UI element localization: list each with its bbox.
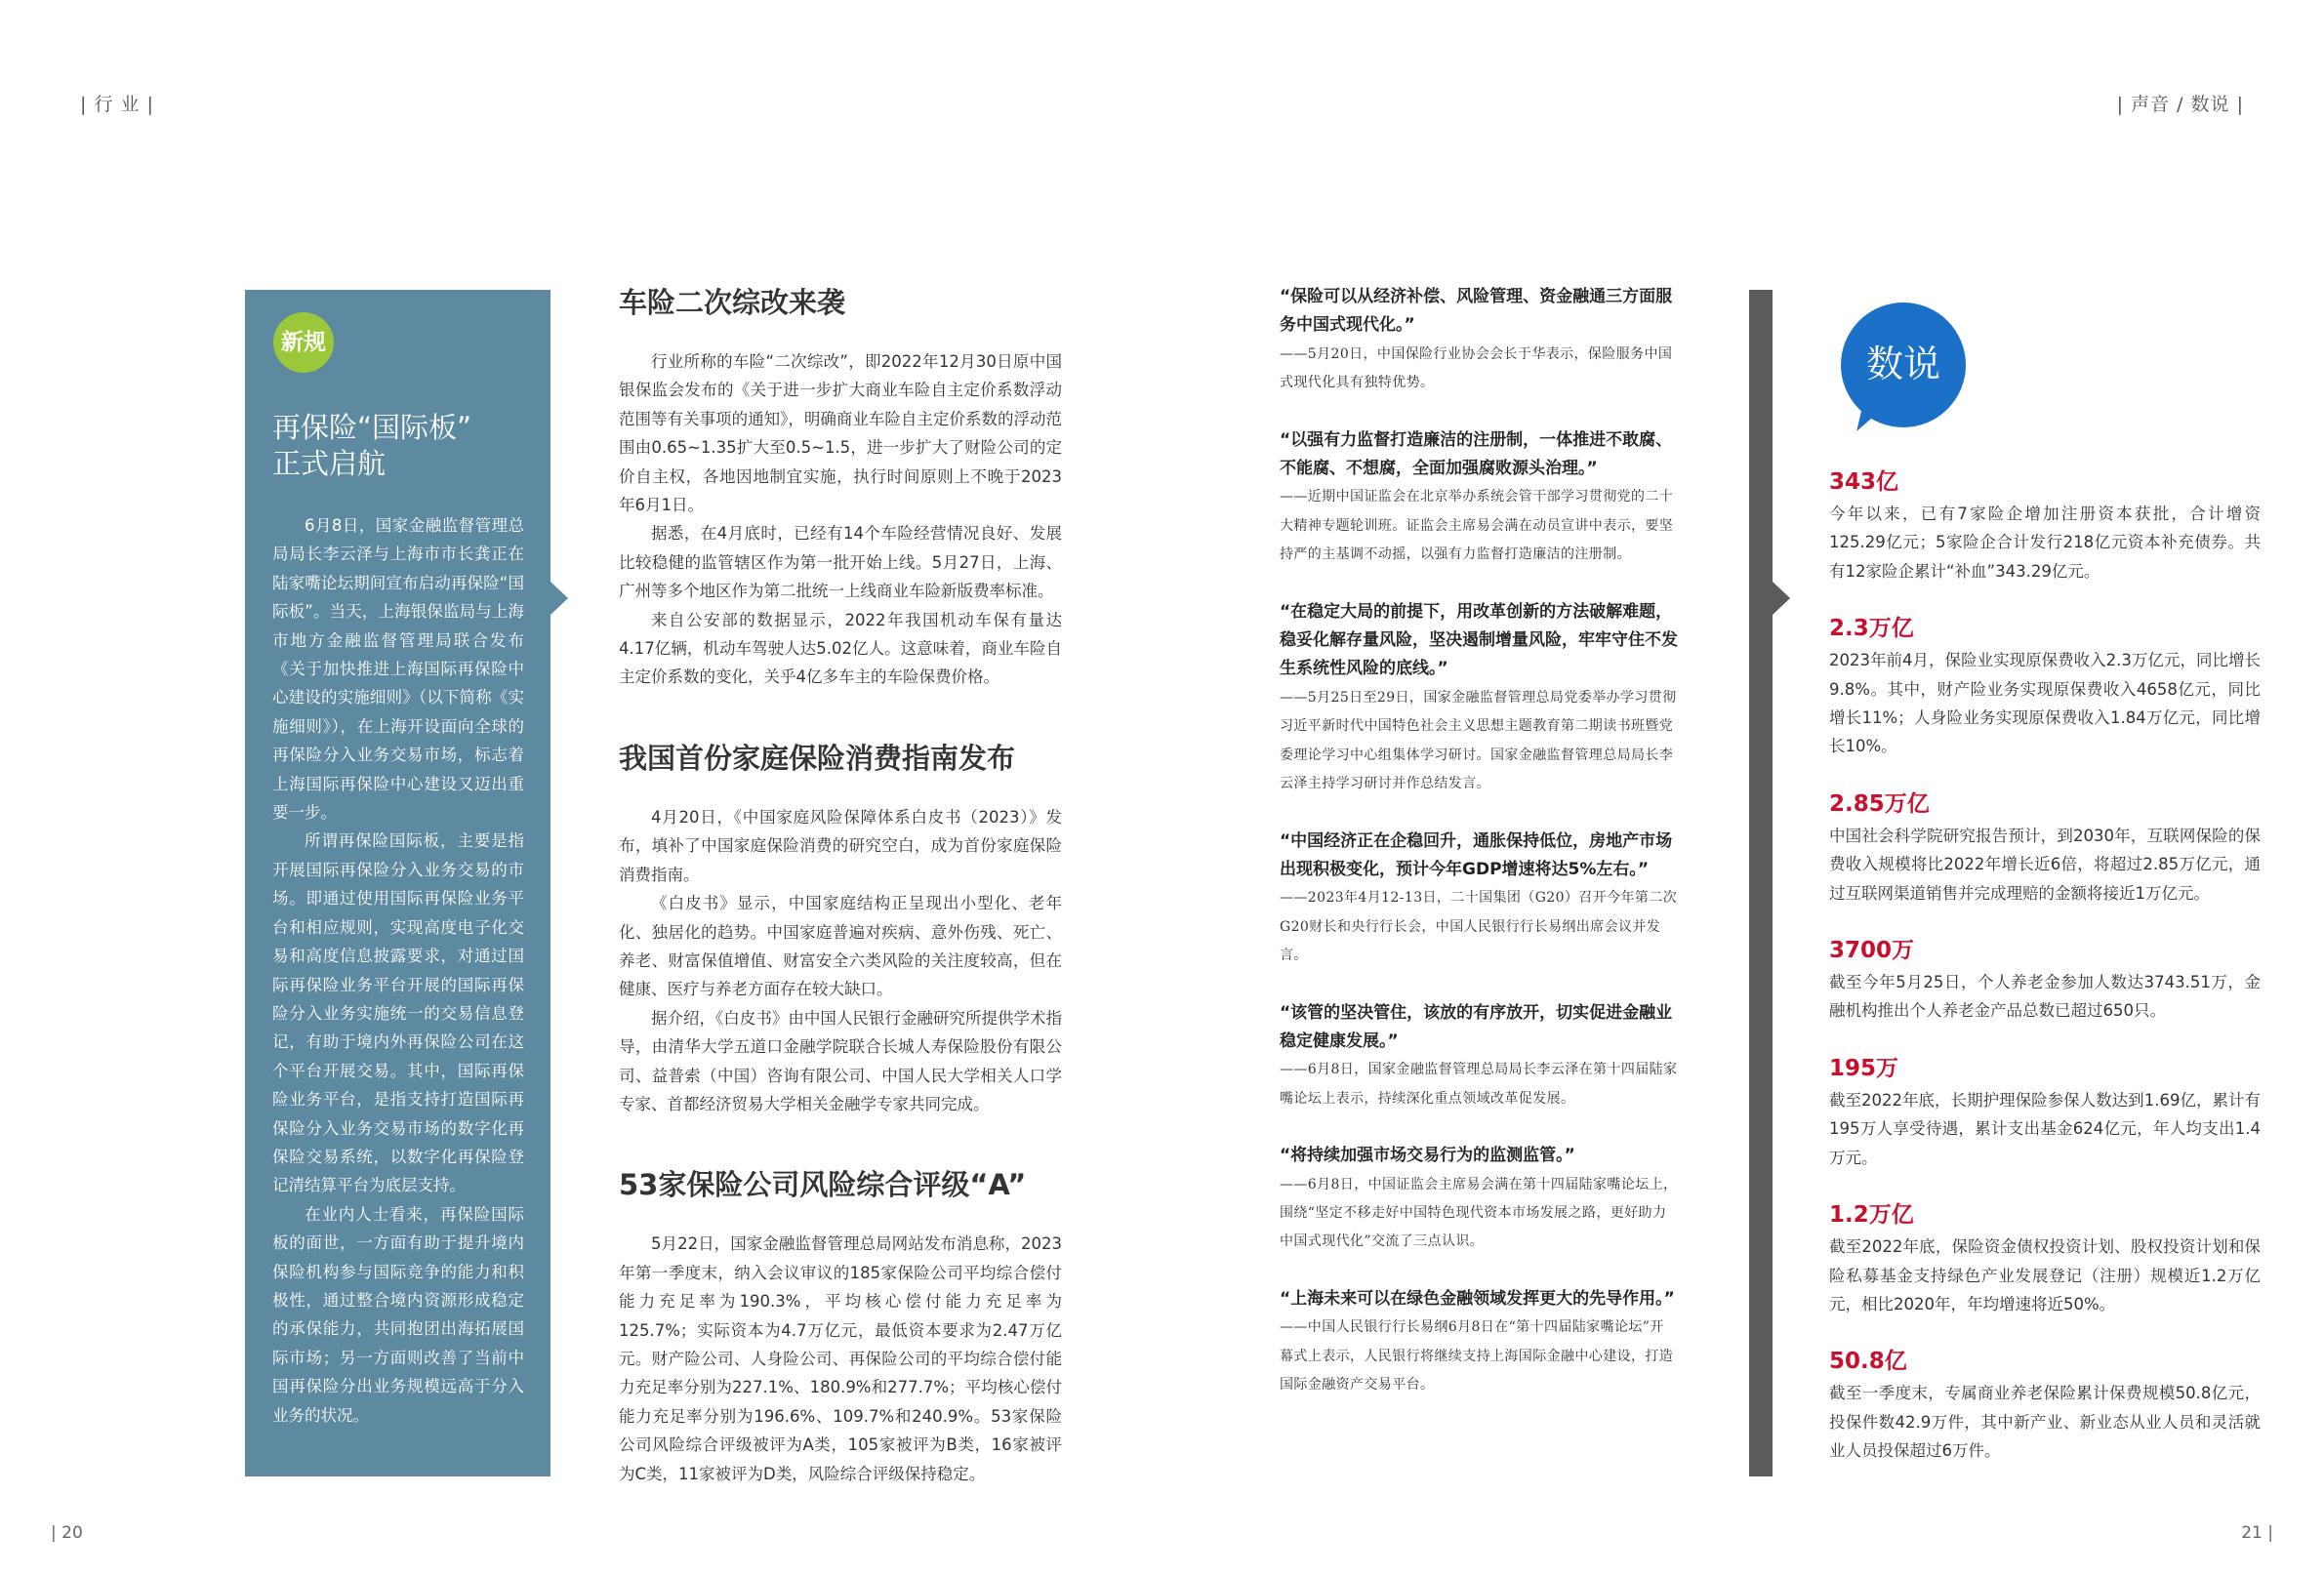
data-item	[1829, 613, 2261, 761]
article-title: 53家保险公司风险综合评级“A”	[619, 1168, 1027, 1202]
quote-text: “以强有力监督打造廉洁的注册制，一体推进不敢腐、不能腐、不想腐，全面加强腐败源头治理。”	[1280, 429, 1673, 479]
data-item	[1829, 1346, 2261, 1465]
article-risk-rating	[619, 1165, 1062, 1488]
article-paragraph: 据悉，在4月底时，已经有14个车险经营情况良好、发展比较稳健的监管辖区作为第一批开始上线。5月27日，上海、广州等多个地区作为第二批统一上线商业车险新版费率标准。	[619, 524, 1062, 601]
article-car-insurance	[619, 283, 1062, 692]
quotes-column	[1280, 283, 1678, 1428]
quote-source: ——中国人民银行行长易纲6月8日在“第十四届陆家嘴论坛”开幕式上表示，人民银行将继续支持上海国际金融中心建设，打造国际金融资产交易平台。	[1280, 1319, 1674, 1393]
article-title: 车险二次综改来袭	[619, 286, 846, 319]
quote-item	[1280, 598, 1678, 799]
data-column	[1829, 466, 2261, 1493]
data-text: 2023年前4月，保险业实现原保费收入2.3万亿元，同比增长9.8%。其中，财产险业务实现原保费收入4658亿元，同比增长11%；人身险业务实现原保费收入1.84万亿元，同比增长10%。	[1829, 651, 2261, 756]
article-paragraph: 4月20日，《中国家庭风险保障体系白皮书（2023）》发布，填补了中国家庭保险消费的研究空白，成为首份家庭保险消费指南。	[619, 807, 1062, 884]
sidebar-paragraph: 6月8日，国家金融监督管理总局局长李云泽与上海市市长龚正在陆家嘴论坛期间宣布启动再保险“国际板”。当天，上海银保监局与上海市地方金融监督管理局联合发布《关于加快推进上海国际再保险中心建设的实施细则》（以下简称《实施细则》），在上海开设面向全球的再保险分入业务交易市场，标志着上海国际再保险中心建设又迈出重要一步。	[272, 516, 524, 823]
quote-source: ——5月25日至29日，国家金融监督管理总局党委举办学习贯彻习近平新时代中国特色社会主义思想主题教育第二期读书班暨党委理论学习中心组集体学习研讨。国家金融监督管理总局局长李云泽主持学习研讨并作总结发言。	[1280, 689, 1677, 792]
data-number: 2.3万亿	[1829, 616, 1914, 642]
quote-source: ——近期中国证监会在北京举办系统会管干部学习贯彻党的二十大精神专题轮训班。证监会主席易会满在动员宣讲中表示，要坚持严的主基调不动摇，以强有力监督打造廉洁的注册制。	[1280, 489, 1674, 563]
article-paragraph: 来自公安部的数据显示，2022年我国机动车保有量达4.17亿辆，机动车驾驶人达5.02亿人。这意味着，商业车险自主定价系数的变化，关乎4亿多车主的车险保费价格。	[619, 610, 1062, 687]
data-text: 截至今年5月25日，个人养老金参加人数达3743.51万，金融机构推出个人养老金产品总数已超过650只。	[1829, 973, 2261, 1021]
quote-item	[1280, 283, 1678, 398]
quote-source: ——2023年4月12-13日，二十国集团（G20）召开今年第二次G20财长和央行行长会，中国人民银行行长易纲出席会议并发言。	[1280, 890, 1678, 964]
data-item	[1829, 788, 2261, 908]
data-text: 中国社会科学院研究报告预计，到2030年，互联网保险的保费收入规模将比2022年增长近6倍，将超过2.85万亿元，通过互联网渠道销售并完成理赔的金额将接近1万亿元。	[1829, 826, 2261, 903]
quote-item	[1280, 426, 1678, 570]
data-number: 1.2万亿	[1829, 1202, 1914, 1229]
article-paragraph: 据介绍，《白皮书》由中国人民银行金融研究所提供学术指导，由清华大学五道口金融学院联合长城人寿保险股份有限公司、益普索（中国）咨询有限公司、中国人民大学相关人口学专家、首都经济贸易大学相关金融学专家共同完成。	[619, 1008, 1062, 1113]
article-paragraph: 5月22日，国家金融监督管理总局网站发布消息称，2023年第一季度末，纳入会议审议的185家保险公司平均综合偿付能力充足率为190.3%，平均核心偿付能力充足率为125.7%；实际资本为4.7万亿元，最低资本要求为2.47万亿元。财产险公司、人身险公司、再保险公司的平均综合偿付能力充足率分别为227.1%、180.9%和277.7%；平均核心偿付能力充足率分别为196.6%、109.7%和240.9%。53家保险公司风险综合评级被评为A类，105家被评为B类，16家被评为C类，11家被评为D类，风险综合评级保持稳定。	[619, 1234, 1062, 1483]
quote-text: “上海未来可以在绿色金融领域发挥更大的先导作用。”	[1280, 1288, 1675, 1309]
data-text: 截至2022年底，保险资金债权投资计划、股权投资计划和保险私募基金支持绿色产业发展登记（注册）规模近1.2万亿元，相比2020年，年均增速将近50%。	[1829, 1237, 2261, 1313]
quote-source: ——5月20日，中国保险行业协会会长于华表示，保险服务中国式现代化具有独特优势。	[1280, 345, 1673, 391]
data-number: 50.8亿	[1829, 1349, 1907, 1375]
data-number: 3700万	[1829, 938, 1915, 964]
data-item	[1829, 466, 2261, 586]
speech-bubble-icon: 数说	[1841, 303, 1966, 427]
quote-text: “保险可以从经济补偿、风险管理、资金融通三方面服务中国式现代化。”	[1280, 287, 1673, 336]
quote-text: “中国经济正在企稳回升，通胀保持低位，房地产市场出现积极变化，预计今年GDP增速将达5%左右。”	[1280, 830, 1673, 879]
data-section-bar	[1749, 290, 1773, 1476]
sidebar-title-line1: 再保险“国际板”	[272, 411, 472, 444]
quote-source: ——6月8日，国家金融监督管理总局局长李云泽在第十四届陆家嘴论坛上表示，持续深化重点领域改革促发展。	[1280, 1062, 1678, 1107]
sidebar-title-line2: 正式启航	[272, 447, 387, 480]
quote-text: “在稳定大局的前提下，用改革创新的方法破解难题，稳妥化解存量风险，坚决遏制增量风险，牢牢守住不发生系统性风险的底线。”	[1280, 601, 1678, 679]
data-number: 343亿	[1829, 469, 1899, 495]
data-text: 今年以来，已有7家险企增加注册资本获批，合计增资125.29亿元；5家险企合计发行218亿元资本补充债券。共有12家险企累计“补血”343.29亿元。	[1829, 505, 2261, 581]
quote-item	[1280, 999, 1678, 1114]
sidebar-body	[272, 511, 524, 1430]
sidebar-title	[272, 410, 536, 482]
articles-column	[619, 283, 1062, 1535]
quote-item	[1280, 828, 1678, 971]
data-item	[1829, 935, 2261, 1026]
data-number: 2.85万亿	[1829, 790, 1930, 817]
sidebar-paragraph: 所谓再保险国际板，主要是指开展国际再保险分入业务交易的市场。即通过使用国际再保险业务平台和相应规则，实现高度电子化交易和高度信息披露要求，对通过国际再保险业务平台开展的国际再保险分入业务实施统一的交易信息登记，有助于境内外再保险公司在这个平台开展交易。其中，国际再保险业务平台，是指支持打造国际再保险分入业务交易市场的数字化再保险交易系统，以数字化再保险登记清结算平台为底层支持。	[272, 831, 524, 1195]
quote-item	[1280, 1285, 1678, 1400]
quote-text: “将持续加强市场交易行为的监测监管。”	[1280, 1146, 1575, 1166]
article-title: 我国首份家庭保险消费指南发布	[619, 741, 1016, 775]
data-text: 截至一季度末，专属商业养老保险累计保费规模50.8亿元，投保件数42.9万件，其中新产业、新业态从业人员和灵活就业人员投保超过6万件。	[1829, 1384, 2261, 1461]
sidebar-paragraph: 在业内人士看来，再保险国际板的面世，一方面有助于提升境内保险机构参与国际竞争的能力和积极性，通过整合境内资源形成稳定的承保能力，共同抱团出海拓展国际市场；另一方面则改善了当前中国再保险分出业务规模远高于分入业务的状况。	[272, 1204, 524, 1425]
article-paragraph: 《白皮书》显示，中国家庭结构正呈现出小型化、老年化、独居化的趋势。中国家庭普遍对疾病、意外伤残、死亡、养老、财富保值增值、财富安全六类风险的关注度较高，但在健康、医疗与养老方面存在较大缺口。	[619, 894, 1062, 999]
page-number-left: | 20	[51, 1523, 83, 1543]
new-rule-badge: 新规	[273, 312, 334, 373]
section-header-right: | 声音 / 数说 |	[2116, 94, 2244, 115]
data-section-pointer	[1773, 582, 1790, 615]
article-family-insurance-guide	[619, 739, 1062, 1118]
data-item	[1829, 1053, 2261, 1172]
sidebar-pointer	[550, 582, 568, 615]
data-item	[1829, 1199, 2261, 1318]
article-paragraph: 行业所称的车险“二次综改”，即2022年12月30日原中国银保监会发布的《关于进一步扩大商业车险自主定价系数浮动范围等有关事项的通知》，明确商业车险自主定价系数的浮动范围由0.65~1.35扩大至0.5~1.5，进一步扩大了财险公司的定价自主权，各地因地制宜实施，执行时间原则上不晚于2023年6月1日。	[619, 352, 1062, 515]
data-number: 195万	[1829, 1055, 1899, 1081]
quote-item	[1280, 1142, 1678, 1257]
quote-source: ——6月8日，中国证监会主席易会满在第十四届陆家嘴论坛上，围绕“坚定不移走好中国特色现代资本市场发展之路，更好助力中国式现代化”交流了三点认识。	[1280, 1176, 1678, 1250]
page-number-right: 21 |	[2241, 1523, 2273, 1543]
quote-text: “该管的坚决管住，该放的有序放开，切实促进金融业稳定健康发展。”	[1280, 1002, 1673, 1051]
section-header-left: | 行 业 |	[80, 94, 154, 115]
data-text: 截至2022年底，长期护理保险参保人数达到1.69亿，累计有195万人享受待遇，累计支出基金624亿元，年人均支出1.4万元。	[1829, 1090, 2261, 1167]
